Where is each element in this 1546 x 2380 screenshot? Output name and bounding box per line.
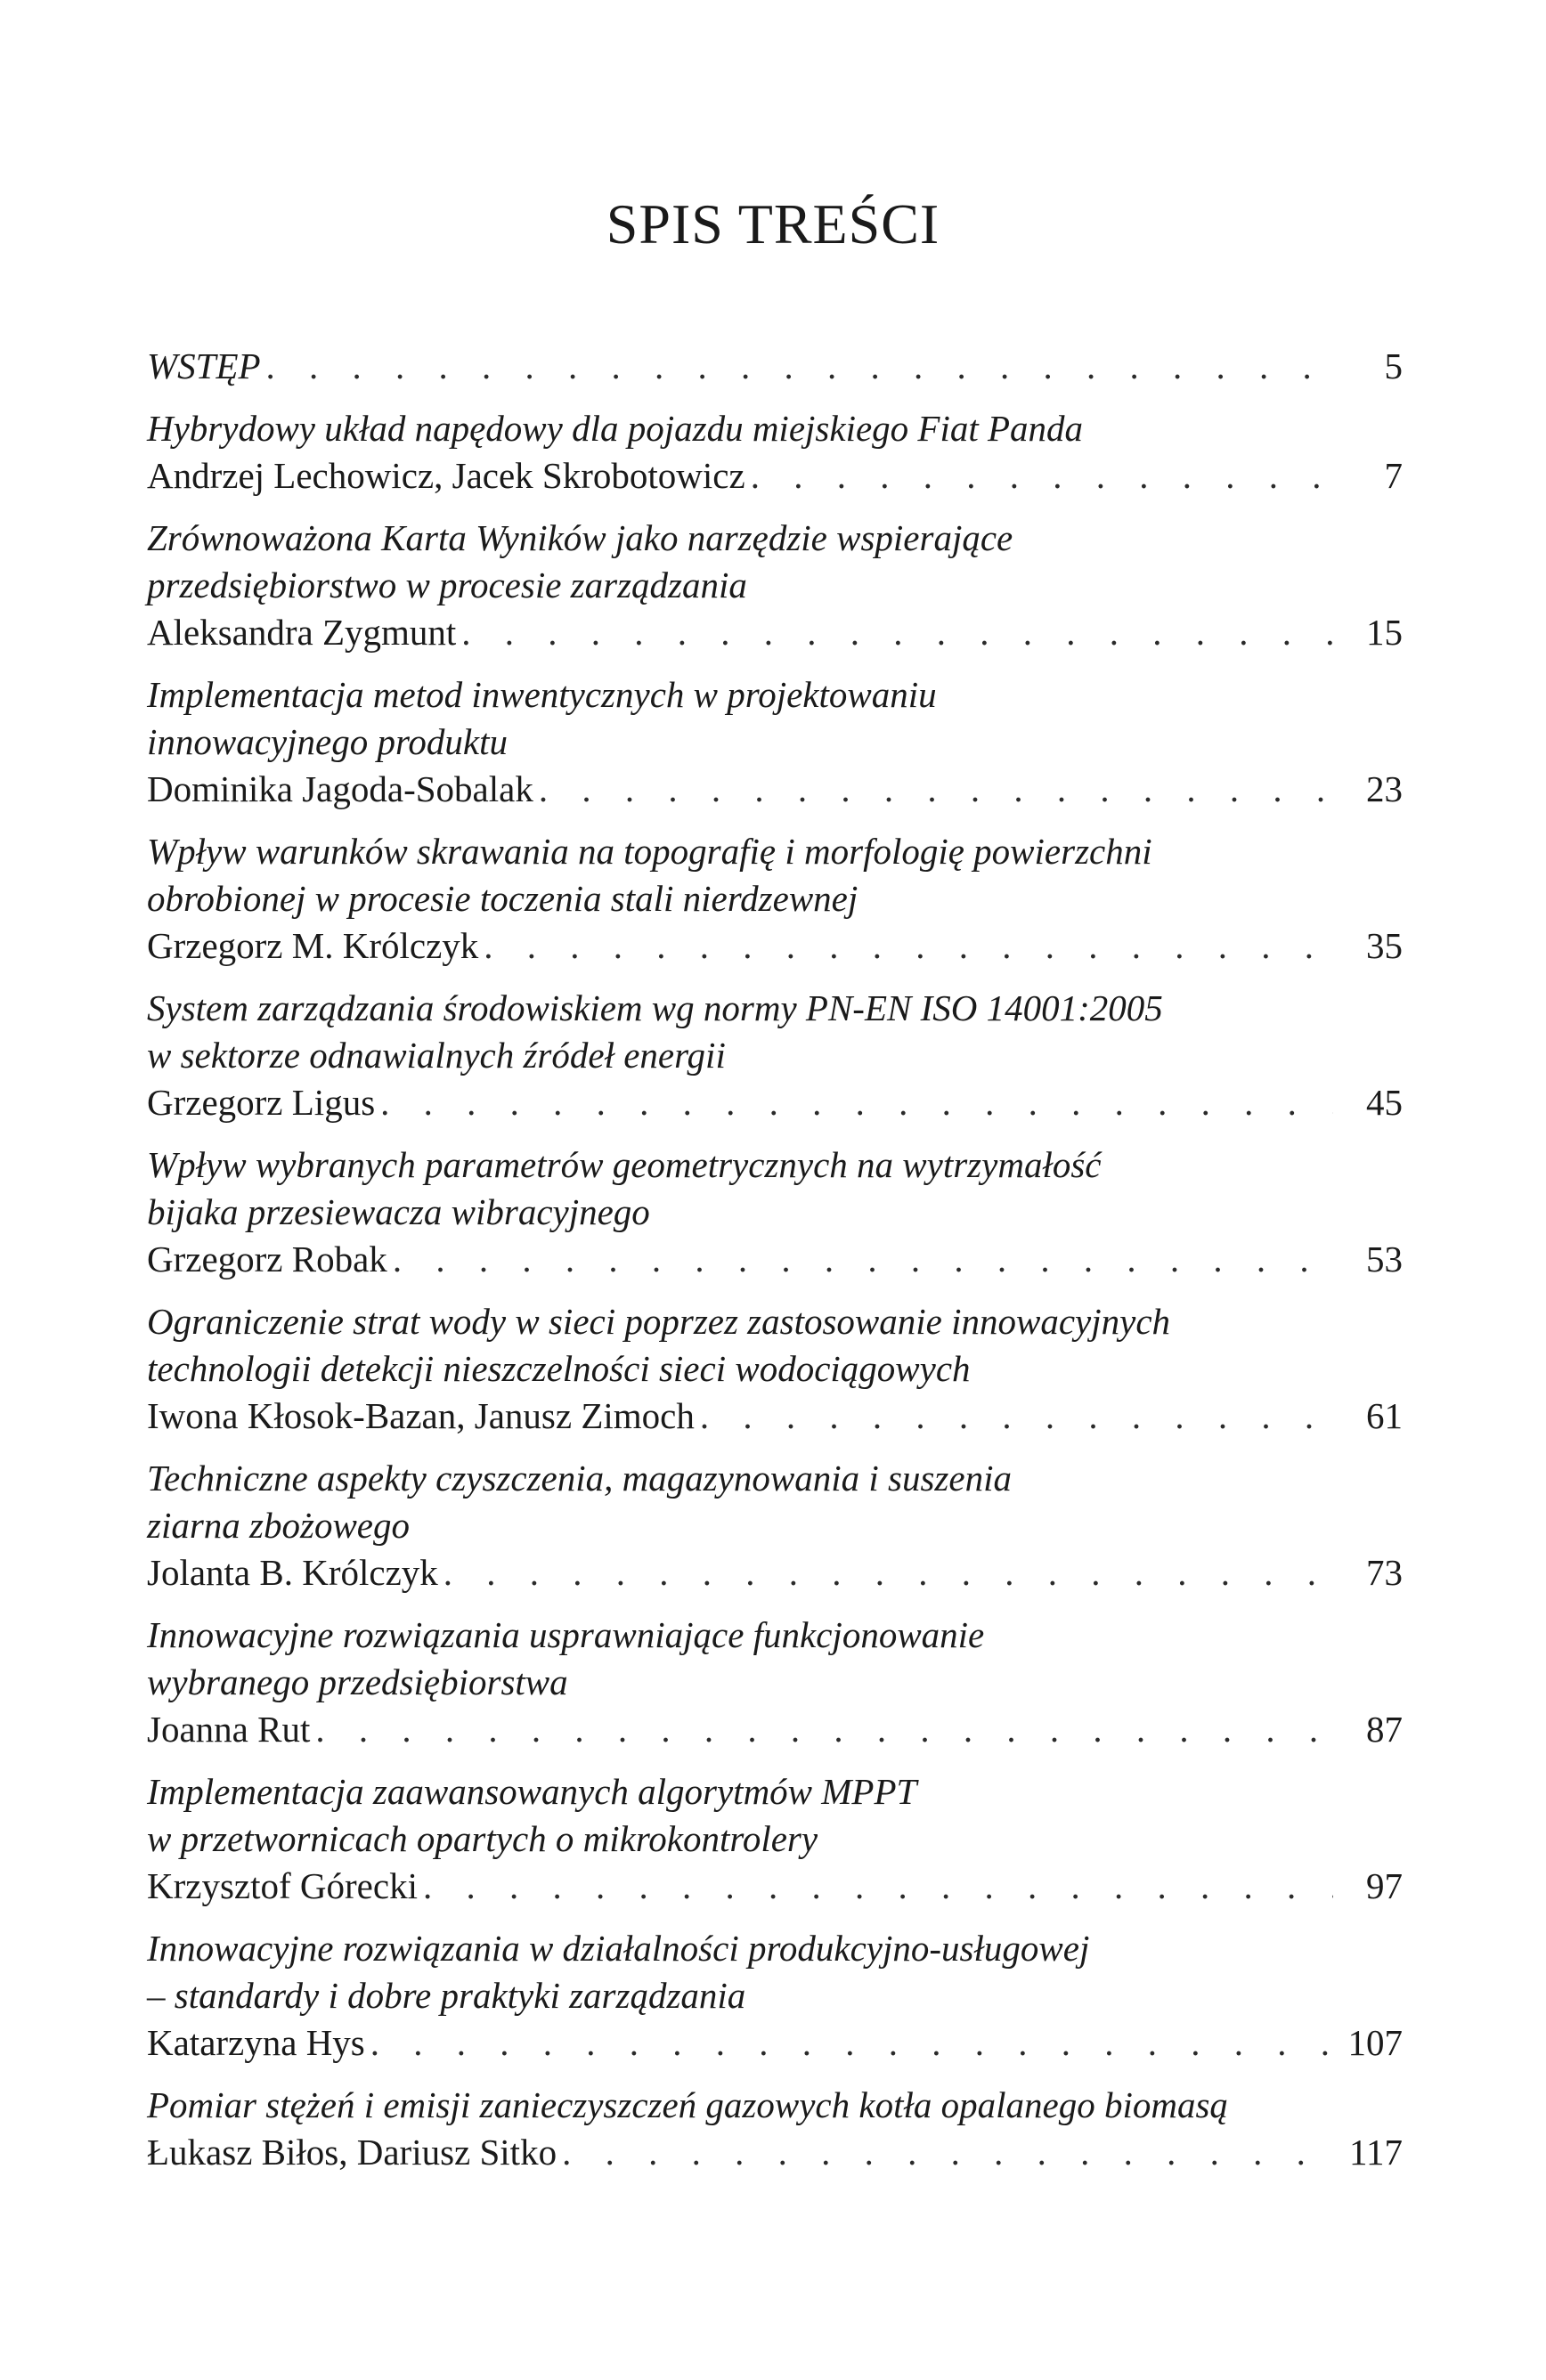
toc-entry-page-number: 5 xyxy=(1384,345,1403,386)
toc-entry-title-line: Innowacyjne rozwiązania usprawniające funkcjonowanie xyxy=(147,1614,985,1655)
toc-entry-page-number: 73 xyxy=(1366,1552,1403,1593)
toc-entry-leader-line xyxy=(147,452,1403,500)
toc-entry-leader-line xyxy=(147,343,1403,390)
toc-entry-leader-line xyxy=(147,609,1403,656)
toc-entry[interactable] xyxy=(147,1141,1403,1283)
toc-entry[interactable] xyxy=(147,1612,1403,1753)
dot-leader xyxy=(745,452,1333,500)
toc-entry-authors: Joanna Rut xyxy=(147,1709,311,1750)
toc-entry-leader-line xyxy=(147,1236,1403,1283)
dot-leader xyxy=(418,1863,1333,1910)
toc-entry-title-line: wybranego przedsiębiorstwa xyxy=(147,1661,568,1702)
dot-leader xyxy=(387,1236,1333,1283)
toc-entry-title-line: Ograniczenie strat wody w sieci poprzez zastosowanie innowacyjnych xyxy=(147,1301,1171,1342)
toc-entry-leader-line xyxy=(147,2019,1403,2067)
toc-entry-authors: Grzegorz M. Królczyk xyxy=(147,925,479,966)
dot-leader xyxy=(478,922,1333,970)
toc-entry-title-line: w sektorze odnawialnych źródeł energii xyxy=(147,1035,726,1076)
toc-entry-authors: Iwona Kłosok-Bazan, Janusz Zimoch xyxy=(147,1395,695,1436)
toc-entry-leader-line xyxy=(147,1706,1403,1753)
toc-entry-title-line: Hybrydowy układ napędowy dla pojazdu miejskiego Fiat Panda xyxy=(147,408,1084,449)
toc-entry-authors: Grzegorz Ligus xyxy=(147,1082,376,1123)
toc-entry-title-line: Pomiar stężeń i emisji zanieczyszczeń gazowych kotła opalanego biomasą xyxy=(147,2084,1228,2125)
toc-entry-title-line: Implementacja metod inwentycznych w projektowaniu xyxy=(147,674,937,715)
toc-entry-title-line: Techniczne aspekty czyszczenia, magazynowania i suszenia xyxy=(147,1458,1012,1499)
toc-entry-title-line: Innowacyjne rozwiązania w działalności produkcyjno-usługowej xyxy=(147,1928,1090,1969)
dot-leader xyxy=(533,766,1333,813)
toc-entry-authors: Aleksandra Zygmunt xyxy=(147,612,457,653)
toc-entry-page-number: 53 xyxy=(1366,1239,1403,1279)
toc-entry-title-line: innowacyjnego produktu xyxy=(147,721,508,762)
toc-entry[interactable] xyxy=(147,1298,1403,1440)
toc-entry-title-line: Implementacja zaawansowanych algorytmów MPPT xyxy=(147,1771,917,1812)
toc-entry[interactable] xyxy=(147,1455,1403,1596)
toc-entry[interactable] xyxy=(147,985,1403,1126)
toc-entry-title-line: bijaka przesiewacza wibracyjnego xyxy=(147,1191,650,1232)
dot-leader xyxy=(310,1706,1333,1753)
toc-entry-page-number: 15 xyxy=(1366,612,1403,653)
toc-entry-title-line: obrobionej w procesie toczenia stali nierdzewnej xyxy=(147,878,858,919)
toc-entry[interactable] xyxy=(147,828,1403,970)
toc-entry-title-line: w przetwornicach opartych o mikrokontrolery xyxy=(147,1818,818,1859)
toc-entry-title-line: Zrównoważona Karta Wyników jako narzędzie wspierające xyxy=(147,517,1013,558)
toc-entry-title-line: przedsiębiorstwo w procesie zarządzania xyxy=(147,565,747,605)
toc-entry[interactable] xyxy=(147,671,1403,813)
toc-entry-authors: Krzysztof Górecki xyxy=(147,1865,418,1906)
dot-leader xyxy=(456,609,1333,656)
toc-entry-title: WSTĘP xyxy=(147,345,261,386)
toc-entry[interactable] xyxy=(147,515,1403,656)
toc-entry-page-number: 23 xyxy=(1366,768,1403,809)
toc-entry-title-line: technologii detekcji nieszczelności sieci wodociągowych xyxy=(147,1348,971,1389)
toc-entry-leader-line xyxy=(147,2129,1403,2176)
toc-entry-authors: Andrzej Lechowicz, Jacek Skrobotowicz xyxy=(147,455,745,496)
toc-entry-page-number: 87 xyxy=(1366,1709,1403,1750)
toc-entry-title-line: ziarna zbożowego xyxy=(147,1505,411,1546)
toc-entry-page-number: 7 xyxy=(1384,455,1403,496)
dot-leader xyxy=(557,2129,1333,2176)
toc-entry-leader-line xyxy=(147,766,1403,813)
toc-entry-leader-line xyxy=(147,922,1403,970)
toc-entry-leader-line xyxy=(147,1393,1403,1440)
toc-entry-page-number: 61 xyxy=(1366,1395,1403,1436)
dot-leader xyxy=(438,1549,1333,1596)
toc-entry-title-line: Wpływ wybranych parametrów geometrycznych na wytrzymałość xyxy=(147,1144,1102,1185)
toc-entry-leader-line xyxy=(147,1863,1403,1910)
toc-entry-leader-line xyxy=(147,1549,1403,1596)
dot-leader xyxy=(261,343,1333,390)
toc-entry-page-number: 97 xyxy=(1366,1865,1403,1906)
toc-entry-page-number: 107 xyxy=(1347,2022,1403,2063)
toc-entry-authors: Łukasz Biłos, Dariusz Sitko xyxy=(147,2132,557,2173)
toc-entry-authors: Dominika Jagoda-Sobalak xyxy=(147,768,533,809)
toc-entry-authors: Jolanta B. Królczyk xyxy=(147,1552,438,1593)
toc-entry[interactable] xyxy=(147,343,1403,390)
dot-leader xyxy=(365,2019,1333,2067)
dot-leader xyxy=(695,1393,1333,1440)
toc-entry-authors: Katarzyna Hys xyxy=(147,2022,365,2063)
toc-entry[interactable] xyxy=(147,1925,1403,2067)
toc-entry[interactable] xyxy=(147,405,1403,500)
toc-entry-title-line: Wpływ warunków skrawania na topografię i morfologię powierzchni xyxy=(147,831,1152,872)
page-title: SPIS TREŚCI xyxy=(606,192,940,256)
toc-entry-page-number: 45 xyxy=(1366,1082,1403,1123)
toc-entry-leader-line xyxy=(147,1079,1403,1126)
toc-entry[interactable] xyxy=(147,2082,1403,2176)
toc-entry-title-line: – standardy i dobre praktyki zarządzania xyxy=(147,1975,746,2016)
toc-entry-authors: Grzegorz Robak xyxy=(147,1239,387,1279)
dot-leader xyxy=(375,1079,1333,1126)
toc-entry-page-number: 117 xyxy=(1349,2132,1403,2173)
toc-entry-page-number: 35 xyxy=(1366,925,1403,966)
toc-entry[interactable] xyxy=(147,1768,1403,1910)
toc-entry-title-line: System zarządzania środowiskiem wg normy PN-EN ISO 14001:2005 xyxy=(147,987,1163,1028)
table-of-contents xyxy=(147,343,1403,2191)
